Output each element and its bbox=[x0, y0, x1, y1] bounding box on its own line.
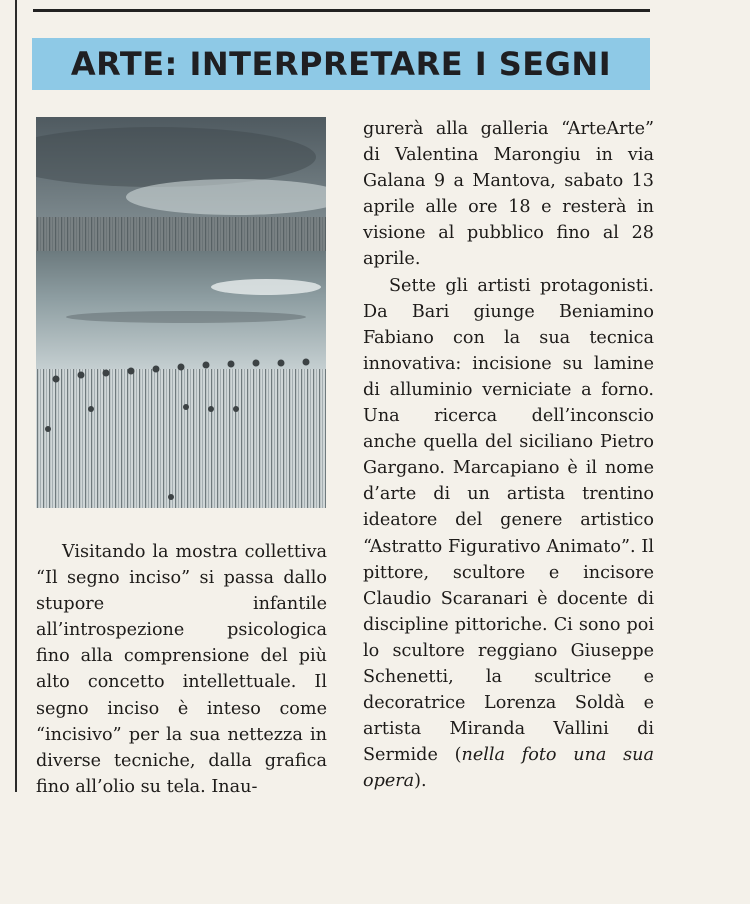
painting-landscape-icon bbox=[36, 117, 326, 508]
caption-close: ). bbox=[414, 771, 427, 792]
article-text: Sette gli artisti protagonisti. Da Bari giunge Beniamino Fabiano con la sua tecnica innovativa: incisione su lamine di alluminio verniciate a forno. Una ricerca dell’inconscio anche quella del siciliano Pietro Gargano. Marcapiano è il nome d’arte di un artista trentino ideatore del genere artistico “Astratto Figurativo Animato”. Il pittore, scultore e incisore Claudio Scaranari è docente di discipline pittoriche. Ci sono poi lo scultore reggiano Giuseppe Schenetti, la scultrice e decoratrice Lorenza Soldà e artista Miranda Vallini di Sermide ( bbox=[363, 275, 654, 766]
article-column-left bbox=[36, 539, 327, 800]
article-paragraph: Visitando la mostra collettiva “Il segno inciso” si passa dallo stupore infantile all’introspezione psicologica fino alla comprensione del più alto concetto intellettuale. Il segno inciso è inteso come “incisivo” per la sua nettezza in diverse tecniche, dalla grafica fino all’olio su tela. Inau- bbox=[36, 542, 327, 797]
article-column-right bbox=[363, 116, 654, 794]
column-rule bbox=[15, 0, 17, 792]
headline: ARTE: INTERPRETARE I SEGNI bbox=[70, 45, 612, 83]
photo-caption: nella foto una sua opera bbox=[363, 745, 654, 792]
article-paragraph: gurerà alla galleria “ArteArte” di Valentina Marongiu in via Galana 9 a Mantova, sabato 13 aprile alle ore 18 e resterà in visione al pubblico fino al 28 aprile. bbox=[363, 119, 654, 270]
article-paragraph bbox=[363, 273, 654, 795]
top-rule bbox=[33, 9, 650, 12]
artwork-photo bbox=[36, 117, 326, 508]
headline-bar bbox=[32, 38, 650, 90]
